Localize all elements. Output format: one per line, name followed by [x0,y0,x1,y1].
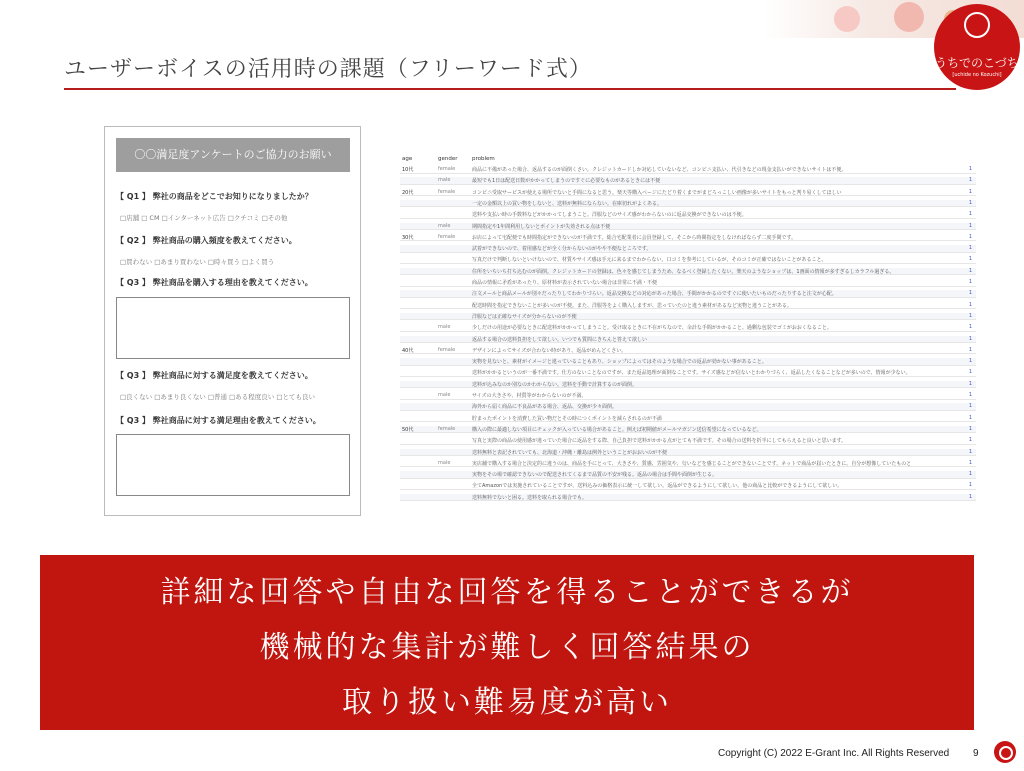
table-row [400,324,976,332]
table-cell-gender: female [438,166,456,172]
table-cell-count: 1 [968,211,972,218]
page-number: 9 [973,748,979,759]
table-row [400,302,976,310]
table-row [400,313,976,321]
table-row [400,177,976,185]
table-cell-gender: female [438,233,456,240]
table-cell-gender: male [438,324,451,331]
table-row [400,482,976,490]
table-cell-count: 1 [968,267,972,274]
table-cell-count: 1 [968,448,972,455]
table-cell-problem: 洋服などは正確なサイズが分からないのが不便 [472,313,577,320]
table-cell-count: 1 [968,358,972,365]
table-cell-problem: 期間指定や1年間利用しないとポイントが失効される点は不便 [472,223,611,230]
table-cell-age: 10代 [402,167,414,173]
table-cell-count: 1 [968,369,972,376]
survey-form [104,126,361,516]
copyright-text: Copyright (C) 2022 E-Grant Inc. All Rights Reserved [718,748,950,759]
table-row [400,369,976,377]
table-row [400,268,976,276]
survey-options-2: □買わない □あまり買わない □時々買う □よく買う [120,258,275,266]
table-cell-count: 1 [968,471,972,478]
survey-options-1: □店舗 □ CM □インターネット広告 □クチコミ □その他 [120,214,288,222]
table-cell-count: 1 [968,188,972,195]
company-logo-icon [994,741,1016,763]
key-message-banner [40,555,974,730]
table-cell-problem: 最短でも1日は配送日数がかかってしまうのですぐに必要なものがあるときには不便 [472,178,661,185]
table-cell-problem: 商品の情報に矛盾があったり、原材料が表示されていない場合は非常に不満・不便 [472,280,657,286]
table-cell-gender: female [438,346,456,353]
title-divider [64,88,956,90]
survey-options-3b: □良くない □あまり良くない □普通 □ある程度良い □とても良い [120,393,315,401]
table-cell-count: 1 [968,324,972,331]
table-cell-count: 1 [968,414,972,421]
table-cell-problem: デザインによってサイズが合わない時があり、返品がめんどくさい。 [472,347,627,354]
table-cell-problem: 試着ができないので、着用感などが全く分からないのがやや不便なところです。 [472,246,652,253]
table-cell-problem: 全てAmazonでは実施されていることですが、送料込みの価格表示に統一して欲しい。返品ができるようにして欲しい。他の商品と比較ができるようにして欲しい。 [472,483,843,490]
table-row [400,426,976,434]
banner-line-2: 機械的な集計が難しく回答結果の [259,630,755,665]
table-header-problem: problem [472,156,495,162]
table-row [400,392,976,400]
table-cell-count: 1 [968,482,972,489]
table-cell-problem: お店によって宅配便でも時間指定ができないのが不満です。総合宅配業者に会員登録して、そこから時間指定をしなければならず二度手間です。 [472,234,797,241]
page-title: ユーザーボイスの活用時の課題（フリーワード式） [64,57,592,82]
table-cell-count: 1 [968,493,972,500]
table-cell-count: 1 [968,245,972,252]
table-cell-count: 1 [968,380,972,387]
survey-question-1: 【 Q1 】 弊社の商品をどこでお知りになりましたか？ [116,192,313,201]
table-header-gender: gender [438,156,458,162]
table-row [400,449,976,457]
survey-question-2: 【 Q2 】 弊社商品の購入頻度を教えてください。 [116,236,297,245]
table-cell-problem: 送料無料でないと困る。送料を取られる場合でも。 [472,494,588,501]
table-cell-problem: コンビニ受取サービスが使える場所でないと手間になると思う。楽天等購入ページにたどり着くまでがまどろっこしい画像が多いサイトをもっと判り易くしてほしい [472,189,842,196]
table-cell-count: 1 [968,403,972,410]
table-cell-problem: 配送時間を指定できないことが多いのが不便。また、洋服等をよく購入しますが、思っていたのと違う素材があるなど実物と違うことがある。 [472,302,793,309]
table-row [400,290,976,298]
table-cell-count: 1 [968,392,972,398]
table-cell-problem: サイズの大きさや、材質等がわからないのが不満。 [472,393,587,399]
survey-heading: 〇〇満足度アンケートのご協力のお願い [116,138,350,172]
table-row [400,494,976,502]
table-cell-gender: female [438,188,456,195]
table-cell-problem: 写真と実際の商品の使用感が違っていた場合に返品をする際、自己負担で送料がかかる点がとても不満です。その場合の送料を折半にしてもらえると良いと思います。 [472,438,847,445]
table-cell-problem: 少しだけの用途が必要なときに配送料がかかってしまうこと。受け取るときに不在がちなので、余計な手間がかかること。過剰な包装でゴミがおおくなること。 [472,325,832,332]
table-cell-problem: 送料や支払い時の手数料などがかかってしまうこと。洋服などのサイズ感がわからないのに返品交換ができないのは不便。 [472,212,747,219]
table-cell-age: 40代 [402,347,414,354]
banner-line-1: 詳細な回答や自由な回答を得ることができるが [160,575,854,610]
brand-logo [934,4,1020,90]
table-cell-count: 1 [968,199,972,206]
table-cell-count: 1 [968,222,972,229]
table-cell-count: 1 [968,312,972,319]
table-row [400,234,976,242]
logo-sub-text: [uchide no Kozuchi] [952,72,1002,78]
table-cell-problem: 海外から届く商品に不良品がある場合、返品、交換が少々面倒。 [472,404,618,411]
table-row [400,381,976,389]
table-cell-count: 1 [968,335,972,342]
survey-question-3b: 【 Q3 】 弊社商品に対する満足度を教えてください。 [116,371,313,380]
table-row [400,200,976,208]
table-cell-problem: 写真だけで判断しないといけないので、材質やサイズ感は手元に来るまでわからない。口コミを参考にしているが、そのコミが正確ではないことがあること。 [472,257,827,264]
table-row [400,347,976,355]
table-cell-count: 1 [968,166,972,172]
survey-answer-box-1[interactable] [116,297,350,359]
table-cell-gender: male [438,222,451,229]
table-row [400,211,976,219]
table-cell-count: 1 [968,290,972,297]
table-header-age: age [402,156,413,162]
free-word-table [400,156,976,508]
table-cell-count: 1 [968,437,972,444]
table-row [400,437,976,445]
table-row [400,256,976,264]
table-cell-age: 20代 [402,189,414,196]
table-cell-gender: male [438,459,451,466]
table-row [400,336,976,344]
table-cell-count: 1 [968,301,972,308]
table-row [400,166,976,174]
survey-question-3a: 【 Q3 】 弊社商品を購入する理由を教えてください。 [116,278,313,287]
table-row [400,279,976,287]
table-row [400,471,976,479]
table-row [400,245,976,253]
table-cell-problem: 購入の際に最適しない項目にチェックが入っている場合があること。例えば初期値がメールマガジン送信希望になっているなど。 [472,426,762,433]
table-cell-problem: 住所をいちいち打ち込むのが面倒。クレジットカードの登録は、色々を感じてしまうため、なるべく登録したくない。楽天のようなショップは、1画面の情報が多すぎるしカラフル過ぎる。 [472,268,895,275]
table-cell-gender: male [438,392,451,398]
table-cell-count: 1 [968,256,972,263]
table-cell-problem: 送料無料と表記されていても、北海道・沖縄・離島は例外ということがおおいのが不便 [472,449,668,456]
table-cell-gender: female [438,425,456,432]
table-row [400,189,976,197]
banner-line-3: 取り扱い難易度が高い [342,685,672,720]
logo-brand-text: うちでのこづち [935,56,1019,70]
mallet-icon [964,12,990,38]
table-cell-problem: 実店舗で購入する場合と決定的に違うのは、商品を手にとって、大きさや、質感、雰囲気や、匂いなどを感じることができないことです。ネットで商品が届いたときに、自分が想像していたものと [472,460,912,467]
table-cell-count: 1 [968,425,972,432]
table-cell-count: 1 [968,346,972,353]
table-cell-problem: 送料が込みなのか別なのかわからない。送料を手動で計算するのが面倒。 [472,381,638,388]
table-row [400,415,976,423]
table-row [400,223,976,231]
table-row [400,460,976,468]
table-row [400,403,976,411]
table-cell-count: 1 [968,459,972,466]
table-cell-problem: 貯まったポイントを消費した買い物だとその時につくポイントを減らされるのが不満 [472,415,662,422]
table-cell-count: 1 [968,233,972,240]
table-cell-problem: 送料がかかるというのが一番不満です。仕方のないことなのですが、また返品処理が面倒なことです。サイズ感などが信ないとわかりづらく、返品したくなることなどが多いので、情報が少ない。 [472,370,911,377]
table-cell-gender: male [438,177,451,184]
table-row [400,358,976,366]
table-cell-count: 1 [968,177,972,184]
table-cell-age: 50代 [402,426,414,433]
table-cell-age: 30代 [402,234,414,241]
table-cell-count: 1 [968,279,972,285]
table-cell-problem: 実物を見ないと、素材がイメージと違っていることもあり、ショップによってはそのような場合での返品が効かない事があること。 [472,359,767,366]
survey-answer-box-2[interactable] [116,434,350,496]
table-cell-problem: 実物をその場で確認できないので配送されてくるまで品質の不安が残る。返品の場合は手間や面倒が生じる。 [472,472,718,479]
table-cell-problem: 注文メールと商品メールが別々だったりしてわかりづらい。返品交換などの対応があった場合、手間がかかるのですぐに使いたいものだったりすると注文が心配。 [472,291,837,298]
table-cell-problem: 商品に不備があった場合、返品するのが面倒くさい。クレジットカードしか対応していないなど、コンビニ支払い、代引きなどの現金支払いができないサイトは不便。 [472,167,847,173]
table-cell-problem: 一定の金額以上の買い物をしないと、送料が無料にならない。在庫切れがよくある。 [472,200,663,207]
table-cell-problem: 返品する場合の送料負担をして欲しい。いつでも質問にきちんと答えて欲しい [472,336,648,343]
survey-question-3c: 【 Q3 】 弊社商品に対する満足理由を教えてください。 [116,416,321,425]
